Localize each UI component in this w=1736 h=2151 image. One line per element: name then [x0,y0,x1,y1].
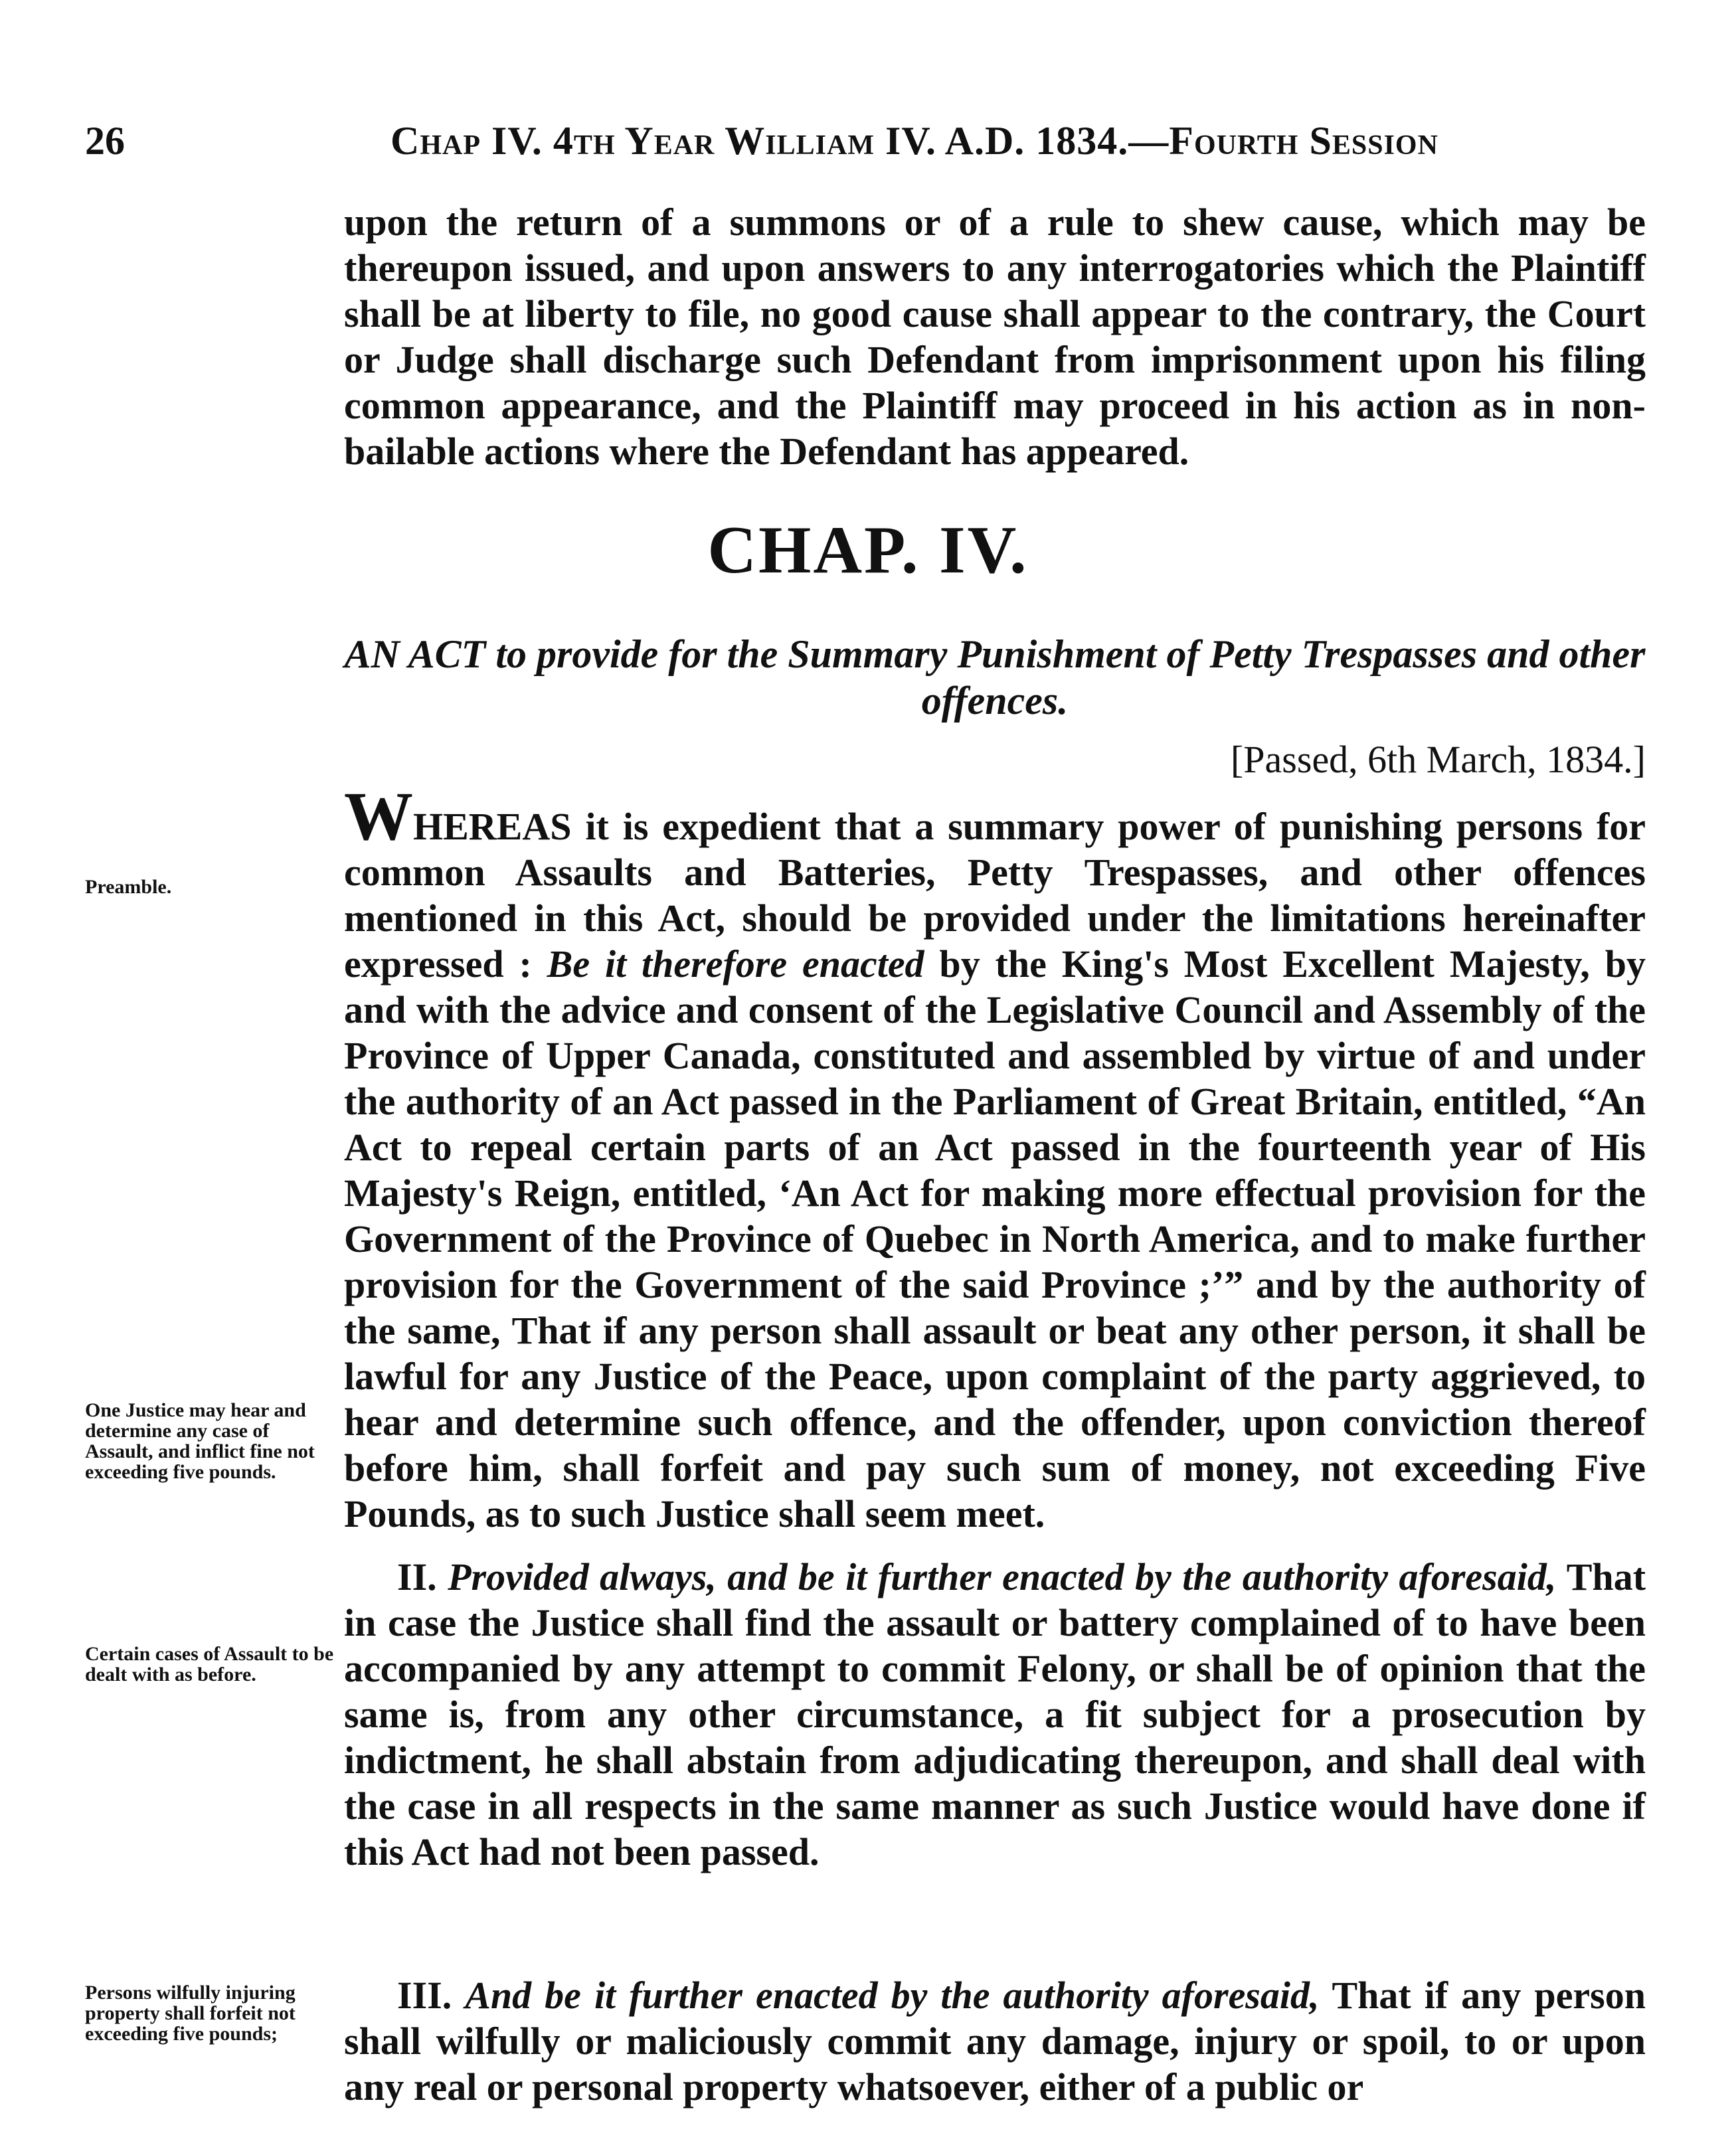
section-2-paragraph [344,1554,1646,1875]
section-3-number: III. [397,1974,452,2017]
section-2-enacting: Provided always, and be it further enacted by the authority aforesaid, [448,1555,1557,1598]
continuation-paragraph [344,199,1646,474]
section-2-text: That in case the Justice shall find the assault or battery complained of to have been accompanied by any attempt to commit Felony, or shall be of opinion that the same is, from any other circumstance, a fit subject for a prosecution by indictment, he shall abstain from adjudicating thereupon, and shall deal with the case in all respects in the same manner as such Justice would have done if this Act had not been passed. [344,1555,1646,1873]
running-head: Chap IV. 4th Year William IV. A.D. 1834.—Fourth Session [391,119,1438,163]
preamble-text-2: by the King's Most Excellent Majesty, by and with the advice and consent of the Legislative Council and Assembly of the Province of Upper Canada, constituted and assembled by virtue of and under the authority of an Act passed in the Parliament of Great Britain, entitled, “An Act to repeal certain parts of an Act passed in the fourteenth year of His Majesty's Reign, entitled, ‘An Act for making more effectual provision for the Government of the Province of Quebec in North America, and to make further provision for the Government of the said Province ;’” and by the authority of the same, That if any person shall assault or beat any other person, it shall be lawful for any Justice of the Peace, upon complaint of the party aggrieved, to hear and determine such offence, and the offender, upon conviction thereof before him, shall forfeit and pay such sum of money, not exceeding Five Pounds, as to such Justice shall seem meet. [344,942,1646,1535]
section-3-text: That if any person shall wilfully or maliciously commit any damage, injury or spoil, to or upon any real or personal property whatsoever, either of a public or [344,1974,1646,2108]
passed-date: [Passed, 6th March, 1834.] [1230,738,1646,781]
section-3-paragraph [344,1972,1646,2110]
page-number: 26 [85,119,125,163]
margin-note-certain-cases: Certain cases of Assault to be dealt with as before. [85,1643,334,1685]
preamble-text-1: it is expedient that a summary power of punishing persons for common Assaults and Batteries, Petty Trespasses, and other offences mentioned in this Act, should be provided under the limitations hereinafter expressed : [344,805,1646,986]
margin-note-persons-wilfully: Persons wilfully injuring property shall forfeit not exceeding five pounds; [85,1982,296,2045]
continuation-text: upon the return of a summons or of a rule to shew cause, which may be thereupon issued, and upon answers to any interrogatories which the Plaintiff shall be at liberty to file, no good cause shall appear to the contrary, the Court or Judge shall discharge such Defendant from imprisonment upon his filing common appearance, and the Plaintiff may proceed in his action as in non-bailable actions where the Defendant has appeared. [344,201,1646,473]
margin-note-preamble: Preamble. [85,876,172,898]
section-3-enacting: And be it further enacted by the authority aforesaid, [465,1974,1320,2017]
dropcap-letter: W [344,778,413,855]
margin-note-one-justice: One Justice may hear and determine any case of Assault, and inflict fine not exceeding five pounds. [85,1399,315,1483]
preamble-opening-word: HEREAS [413,805,572,848]
enacting-clause: Be it therefore enacted [547,942,924,986]
chapter-heading: CHAP. IV. [707,513,1029,588]
section-2-number: II. [397,1555,437,1598]
act-title: AN ACT to provide for the Summary Punishment of Petty Trespasses and other offences. [344,632,1646,723]
preamble-paragraph [344,778,1646,1537]
